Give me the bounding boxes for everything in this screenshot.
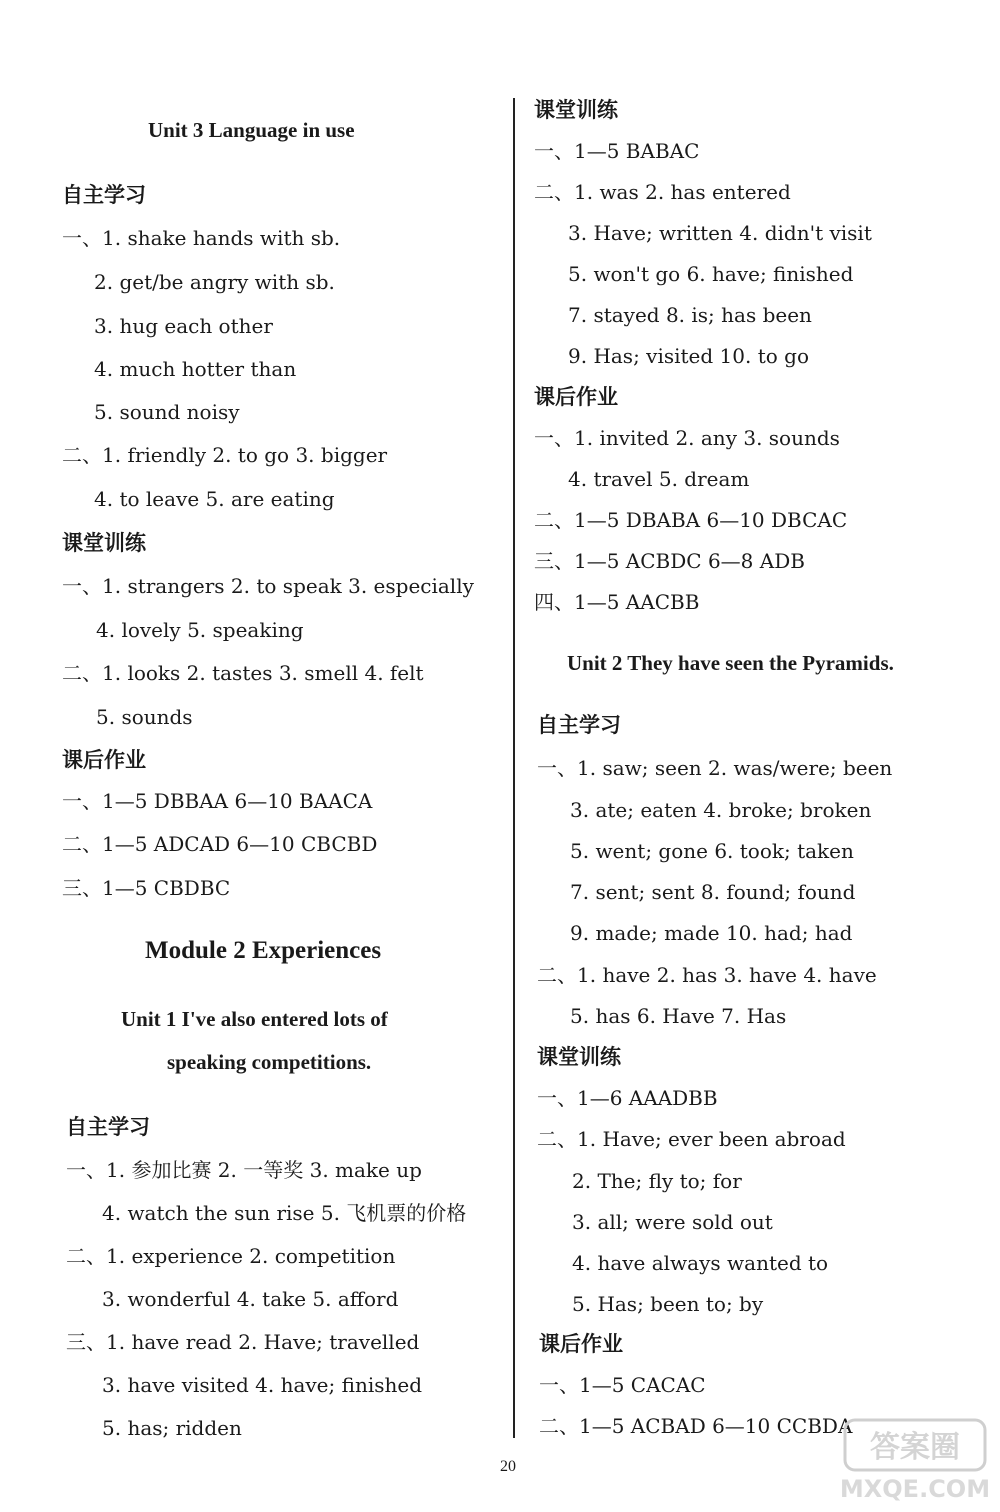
section-heading-kehou: 课后作业	[534, 385, 618, 409]
answer-line: 二、1—5 ADCAD 6—10 CBCBD	[62, 832, 378, 856]
answer-line: 2. get/be angry with sb.	[94, 270, 335, 294]
section-heading-ketang: 课堂训练	[534, 98, 618, 122]
answer-line: 二、1. looks 2. tastes 3. smell 4. felt	[62, 661, 424, 685]
answer-line: 一、1. shake hands with sb.	[62, 226, 341, 250]
answer-line: 三、1—5 CBDBC	[62, 876, 231, 900]
answer-line: 3. hug each other	[94, 314, 273, 338]
section-heading-kehou: 课后作业	[539, 1332, 623, 1356]
answer-line: 4. to leave 5. are eating	[94, 487, 335, 511]
section-heading-ketang: 课堂训练	[62, 531, 146, 555]
answer-line: 4. watch the sun rise 5. 飞机票的价格	[102, 1201, 467, 1225]
answer-line: 一、1—5 BABAC	[534, 139, 700, 163]
answer-line: 5. Has; been to; by	[572, 1292, 764, 1316]
svg-text:MXQE.COM: MXQE.COM	[839, 1475, 991, 1503]
unit3-title: Unit 3 Language in use	[148, 118, 355, 142]
section-heading-kehou: 课后作业	[62, 748, 146, 772]
answer-line: 一、1—5 CACAC	[539, 1373, 706, 1397]
answer-line: 3. ate; eaten 4. broke; broken	[570, 798, 872, 822]
answer-line: 一、1—6 AAADBB	[537, 1086, 718, 1110]
answer-line: 一、1—5 DBBAA 6—10 BAACA	[62, 789, 373, 813]
answer-line: 二、1. Have; ever been abroad	[537, 1127, 846, 1151]
answer-line: 二、1—5 DBABA 6—10 DBCAC	[534, 508, 848, 532]
answer-line: 5. has; ridden	[102, 1416, 242, 1440]
section-heading-zizhu: 自主学习	[66, 1115, 150, 1139]
column-divider	[513, 98, 515, 1438]
answer-line: 5. sounds	[96, 705, 193, 729]
answer-line: 5. went; gone 6. took; taken	[570, 839, 854, 863]
module-title: Module 2 Experiences	[145, 937, 382, 964]
answer-line: 5. has 6. Have 7. Has	[570, 1004, 787, 1028]
answer-line: 二、1. friendly 2. to go 3. bigger	[62, 443, 388, 467]
page-number: 20	[500, 1458, 516, 1475]
answer-line: 一、1. invited 2. any 3. sounds	[534, 426, 840, 450]
answer-line: 5. won't go 6. have; finished	[568, 262, 854, 286]
section-heading-zizhu: 自主学习	[537, 713, 621, 737]
answer-line: 一、1. 参加比赛 2. 一等奖 3. make up	[66, 1158, 422, 1182]
answer-line: 一、1. strangers 2. to speak 3. especially	[62, 574, 474, 598]
unit2-title: Unit 2 They have seen the Pyramids.	[567, 651, 894, 675]
answer-line: 二、1. have 2. has 3. have 4. have	[537, 963, 877, 987]
answer-line: 4. travel 5. dream	[568, 467, 750, 491]
answer-line: 二、1. experience 2. competition	[66, 1244, 396, 1268]
answer-line: 5. sound noisy	[94, 400, 240, 424]
unit1-title-line1: Unit 1 I've also entered lots of	[121, 1007, 388, 1031]
answer-line: 3. wonderful 4. take 5. afford	[102, 1287, 399, 1311]
answer-line: 4. have always wanted to	[572, 1251, 829, 1275]
answer-line: 7. stayed 8. is; has been	[568, 303, 812, 327]
answer-line: 3. all; were sold out	[572, 1210, 773, 1234]
answer-line: 一、1. saw; seen 2. was/were; been	[537, 756, 893, 780]
section-heading-ketang: 课堂训练	[537, 1045, 621, 1069]
section-heading-zizhu: 自主学习	[62, 183, 146, 207]
watermark-logo	[805, 1412, 995, 1507]
answer-line: 7. sent; sent 8. found; found	[570, 880, 856, 904]
answer-line: 二、1. was 2. has entered	[534, 180, 791, 204]
unit1-title-line2: speaking competitions.	[167, 1050, 372, 1074]
answer-line: 9. Has; visited 10. to go	[568, 344, 809, 368]
answer-line: 四、1—5 AACBB	[534, 590, 700, 614]
answer-line: 2. The; fly to; for	[572, 1169, 742, 1193]
answer-line: 3. have visited 4. have; finished	[102, 1373, 422, 1397]
answer-line: 4. much hotter than	[94, 357, 297, 381]
answer-line: 二、1—5 ACBAD 6—10 CCBDA	[539, 1414, 853, 1438]
answer-line: 3. Have; written 4. didn't visit	[568, 221, 872, 245]
answer-line: 9. made; made 10. had; had	[570, 921, 853, 945]
svg-text:答案圈: 答案圈	[870, 1430, 960, 1465]
answer-line: 三、1. have read 2. Have; travelled	[66, 1330, 420, 1354]
answer-line: 三、1—5 ACBDC 6—8 ADB	[534, 549, 805, 573]
answer-line: 4. lovely 5. speaking	[96, 618, 304, 642]
